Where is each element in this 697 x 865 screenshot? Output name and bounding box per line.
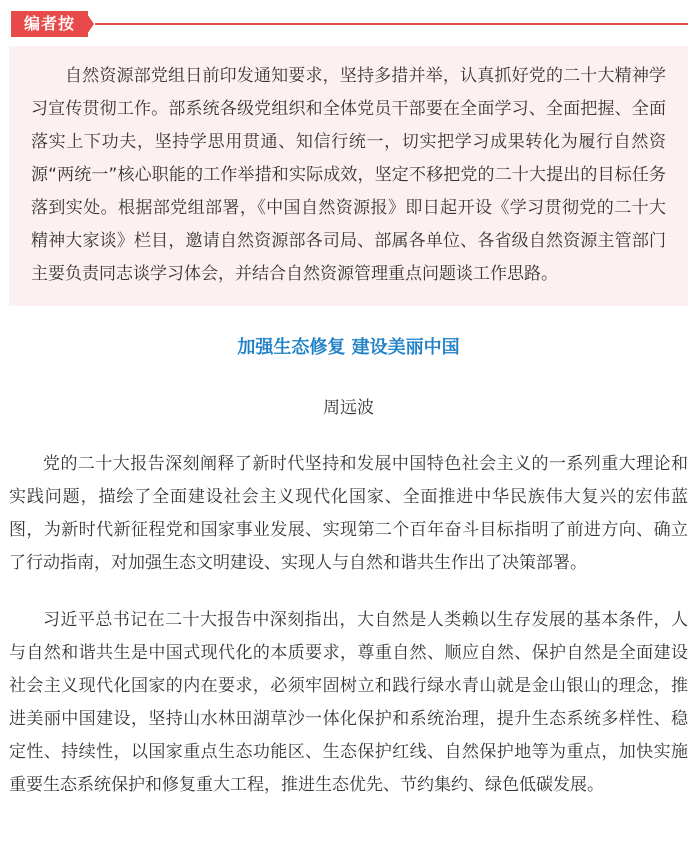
- article-paragraph-1: 党的二十大报告深刻阐释了新时代坚持和发展中国特色社会主义的一系列重大理论和实践问题，描绘了全面建设社会主义现代化国家、全面推进中华民族伟大复兴的宏伟蓝图，为新时代新征程党和国家事业发展、实现第二个百年奋斗目标指明了前进方向、确立了行动指南，对加强生态文明建设、实现人与自然和谐共生作出了决策部署。: [9, 454, 688, 573]
- editor-note-tag: 编者按: [11, 11, 88, 37]
- editor-note-tag-notch: [85, 11, 94, 37]
- article-paragraph-2: 习近平总书记在二十大报告中深刻指出，大自然是人类赖以生存发展的基本条件，人与自然和谐共生是中国式现代化的本质要求，尊重自然、顺应自然、保护自然是全面建设社会主义现代化国家的内在要求，必须牢固树立和践行绿水青山就是金山银山的理念，推进美丽中国建设，坚持山水林田湖草沙一体化保护和系统治理，提升生态系统多样性、稳定性、持续性，以国家重点生态功能区、生态保护红线、自然保护地等为重点，加快实施重要生态系统保护和修复重大工程，推进生态优先、节约集约、绿色低碳发展。: [9, 610, 688, 795]
- editor-note-text: 自然资源部党组日前印发通知要求，坚持多措并举，认真抓好党的二十大精神学习宣传贯彻工作。部系统各级党组织和全体党员干部要在全面学习、全面把握、全面落实上下功夫，坚持学思用贯通、知信行统一，切实把学习成果转化为履行自然资源“两统一”核心职能的工作举措和实际成效，坚定不移把党的二十大提出的目标任务落到实处。根据部党组部署，《中国自然资源报》即日起开设《学习贯彻党的二十大精神大家谈》栏目，邀请自然资源部各司局、部属各单位、各省级自然资源主管部门主要负责同志谈学习体会，并结合自然资源管理重点问题谈工作思路。: [31, 66, 666, 284]
- editor-note-box: [9, 46, 688, 306]
- article-author: 周远波: [323, 398, 374, 418]
- editor-note-header: [9, 8, 688, 38]
- editor-note-divider: [95, 23, 688, 25]
- editor-note: [9, 8, 688, 306]
- article-title: 加强生态修复 建设美丽中国: [237, 337, 460, 358]
